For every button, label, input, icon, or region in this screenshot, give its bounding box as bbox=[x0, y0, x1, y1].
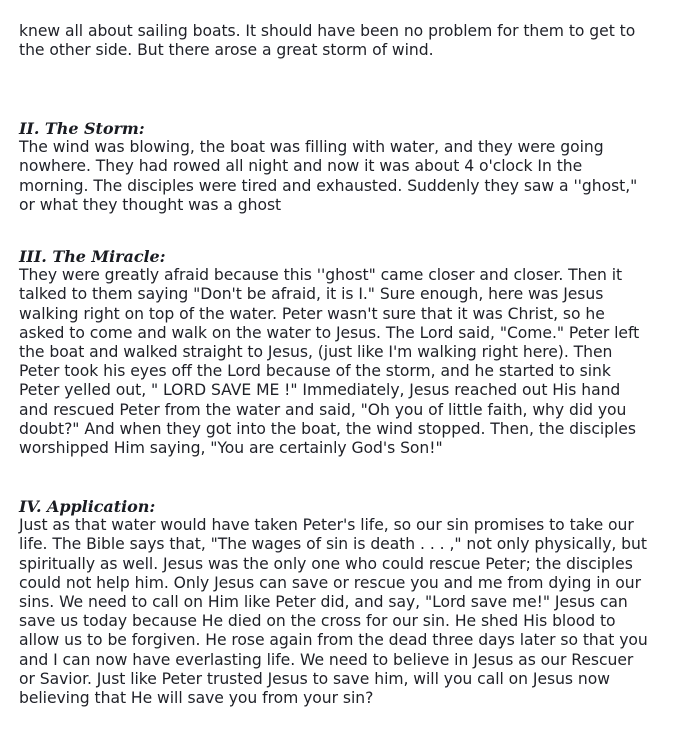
text-line: talked to them saying "Don't be afraid, it is I." Sure enough, here was Jesus bbox=[19, 285, 604, 304]
text-line: The wind was blowing, the boat was filling with water, and they were going bbox=[19, 138, 604, 157]
text-line: the other side. But there arose a great storm of wind. bbox=[19, 41, 434, 60]
text-line: save us today because He died on the cross for our sin. He shed His blood to bbox=[19, 612, 616, 631]
text-line: They were greatly afraid because this ''ghost" came closer and closer. Then it bbox=[19, 266, 623, 285]
text-line: doubt?" And when they got into the boat, the wind stopped. Then, the disciples bbox=[19, 419, 636, 438]
text-line: nowhere. They had rowed all night and now it was about 4 o'clock In the bbox=[19, 157, 583, 176]
text-line: asked to come and walk on the water to Jesus. The Lord said, "Come." Peter left bbox=[19, 323, 640, 342]
section-heading: II. The Storm: bbox=[19, 119, 145, 138]
text-line: allow us to be forgiven. He rose again from the dead three days later so that you bbox=[19, 631, 648, 650]
text-line: believing that He will save you from your sin? bbox=[19, 689, 374, 708]
intro-paragraph bbox=[19, 22, 635, 60]
text-line: life. The Bible says that, "The wages of sin is death . . . ," not only physically, but bbox=[19, 535, 647, 554]
text-line: walking right on top of the water. Peter wasn't sure that it was Christ, so he bbox=[19, 304, 605, 323]
text-line: could not help him. Only Jesus can save or rescue you and me from dying in our bbox=[19, 573, 641, 592]
text-line: Just as that water would have taken Peter's life, so our sin promises to take our bbox=[19, 516, 634, 535]
section-miracle bbox=[19, 247, 639, 458]
section-application bbox=[19, 497, 648, 708]
text-line: and rescued Peter from the water and said, "Oh you of little faith, why did you bbox=[19, 400, 627, 419]
text-line: sins. We need to call on Him like Peter did, and say, "Lord save me!" Jesus can bbox=[19, 593, 628, 612]
text-line: morning. The disciples were tired and exhausted. Suddenly they saw a ''ghost," bbox=[19, 176, 638, 195]
text-line: the boat and walked straight to Jesus, (just like I'm walking right here). Then bbox=[19, 343, 613, 362]
text-line: Peter yelled out, " LORD SAVE ME !" Immediately, Jesus reached out His hand bbox=[19, 381, 621, 400]
text-line: Peter took his eyes off the Lord because of the storm, and he started to sink bbox=[19, 362, 611, 381]
text-line: knew all about sailing boats. It should have been no problem for them to get to bbox=[19, 22, 636, 40]
text-line: worshipped Him saying, "You are certainly God's Son!" bbox=[19, 439, 443, 458]
section-heading: IV. Application: bbox=[19, 497, 156, 516]
text-line: or what they thought was a ghost bbox=[19, 195, 282, 214]
section-storm bbox=[19, 119, 637, 215]
text-line: or Savior. Just like Peter trusted Jesus to save him, will you call on Jesus now bbox=[19, 669, 610, 688]
section-heading: III. The Miracle: bbox=[19, 247, 166, 266]
text-line: spiritually as well. Jesus was the only one who could rescue Peter; the disciples bbox=[19, 554, 633, 573]
text-line: and I can now have everlasting life. We need to believe in Jesus as our Rescuer bbox=[19, 650, 634, 669]
